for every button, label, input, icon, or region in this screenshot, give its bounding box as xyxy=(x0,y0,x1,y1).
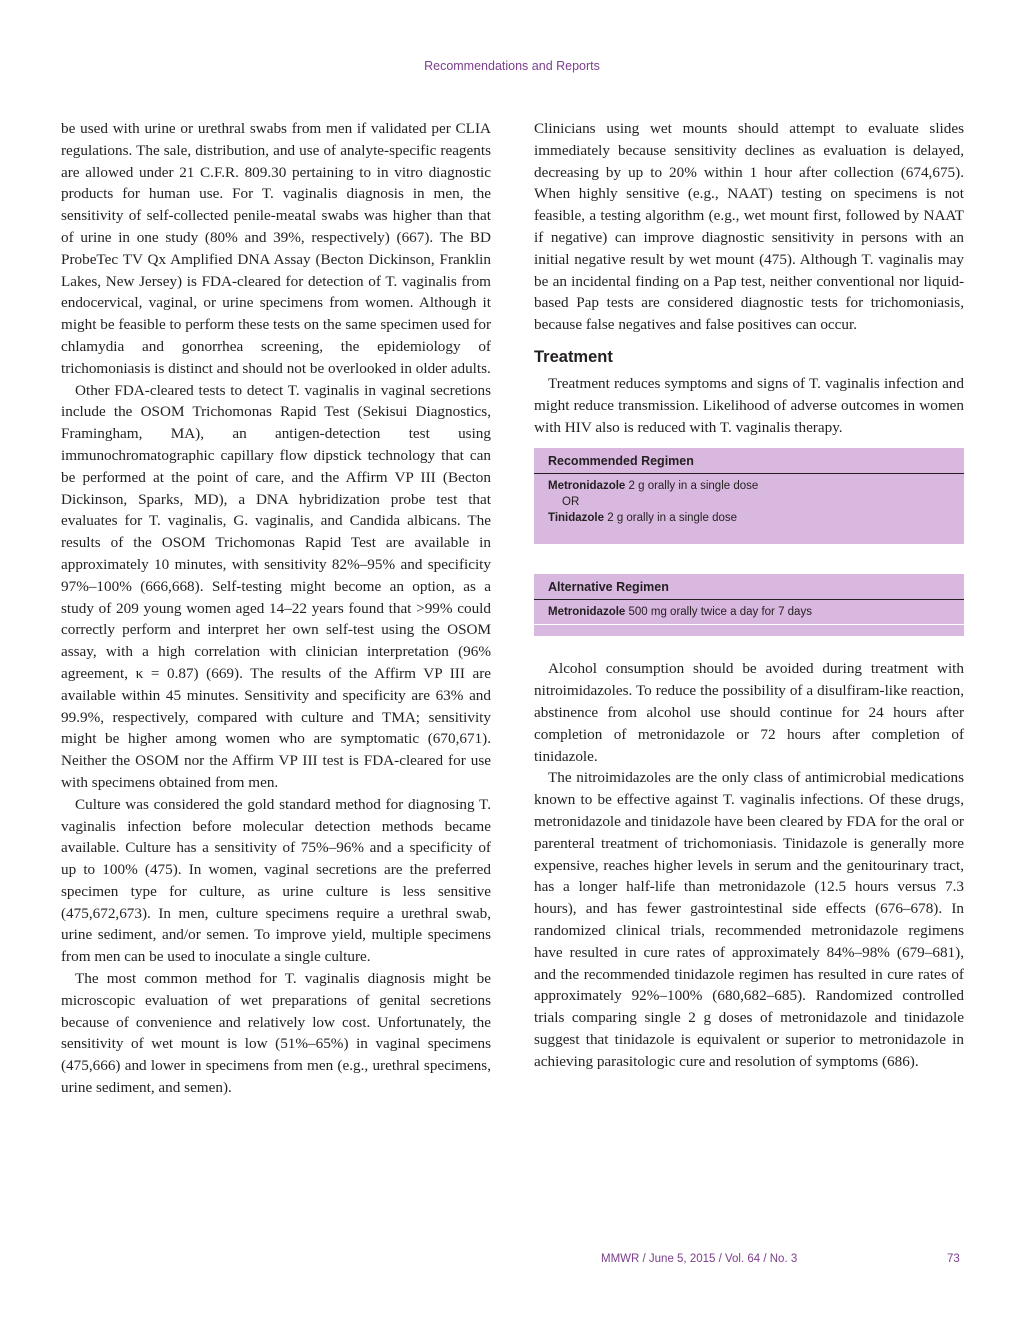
regimen-body xyxy=(534,474,964,545)
right-column xyxy=(534,118,964,1073)
regimen-line xyxy=(548,604,950,620)
drug-dose: 2 g orally in a single dose xyxy=(625,480,759,493)
regimen-line xyxy=(548,510,950,526)
body-paragraph: Clinicians using wet mounts should attempt to evaluate slides immediately because sensitivity declines as evaluation is delayed, decreasing by up to 20% within 1 hour after collection (674,675). When highly sensitive (e.g., NAAT) testing on specimens is not feasible, a testing algorithm (e.g., wet mount first, followed by NAAT if negative) can improve diagnostic sensitivity in persons with an initial negative result by wet mount (475). Although T. vaginalis may be an incidental finding on a Pap test, neither conventional nor liquid-based Pap tests are considered diagnostic tests for trichomoniasis, because false negatives and false positives can occur. xyxy=(534,120,964,334)
running-head: Recommendations and Reports xyxy=(424,59,600,73)
drug-dose: 2 g orally in a single dose xyxy=(604,512,737,525)
body-paragraph: Alcohol consumption should be avoided during treatment with nitroimidazoles. To reduce the possibility of a disulfiram-like reaction, abstinence from alcohol use should continue for 24 hours after completion of metronidazole or 72 hours after completion of tinidazole. xyxy=(534,660,964,765)
footer-citation: MMWR / June 5, 2015 / Vol. 64 / No. 3 xyxy=(601,1253,798,1265)
drug-name: Metronidazole xyxy=(548,480,626,493)
drug-name: Metronidazole xyxy=(548,606,626,619)
drug-dose: 500 mg orally twice a day for 7 days xyxy=(625,606,812,619)
regimen-title: Alternative Regimen xyxy=(534,574,964,600)
body-paragraph: Other FDA-cleared tests to detect T. vaginalis in vaginal secretions include the OSOM Trichomonas Rapid Test (Sekisui Diagnostics, Framingham, MA), an antigen-detection test using immunochromatographic capillary flow dipstick technology that can be performed at the point of care, and the Affirm VP III (Becton Dickinson, Sparks, MD), a DNA hybridization probe test that evaluates for T. vaginalis, G. vaginalis, and Candida albicans. The results of the OSOM Trichomonas Rapid Test are available in approximately 10 minutes, with sensitivity 82%–95% and specificity 97%–100% (666,668). Self-testing might become an option, as a study of 209 young women aged 14–22 years found that >99% could correctly perform and interpret her own self-test using the OSOM assay, with a high correlation with clinician interpretation (96% agreement, κ = 0.87) (669). The results of the Affirm VP III are available within 45 minutes. Sensitivity and specificity are 63% and 99.9%, respectively, compared with culture and TMA; sensitivity might be higher among women who are symptomatic (670,671). Neither the OSOM nor the Affirm VP III test is FDA-cleared for use with specimens obtained from men. xyxy=(61,381,491,791)
body-paragraph: be used with urine or urethral swabs from men if validated per CLIA regulations. The sale, distribution, and use of analyte-specific reagents are allowed under 21 C.F.R. 809.30 pertaining to in vitro diagnostic products for human use. For T. vaginalis diagnosis in men, the sensitivity of self-collected penile-meatal swabs was higher than that of urine in one study (80% and 39%, respectively) (667). The BD ProbeTec TV Qx Amplified DNA Assay (Becton Dickinson, Franklin Lakes, New Jersey) is FDA-cleared for detection of T. vaginalis from endocervical, vaginal, or urine specimens from women. Although it might be feasible to perform these tests on the same specimen used for chlamydia and gonorrhea screening, the epidemiology of trichomoniasis is distinct and should not be overlooked in older adults. xyxy=(61,120,491,377)
alternative-regimen-box xyxy=(534,574,964,636)
regimen-or: OR xyxy=(562,496,580,509)
recommended-regimen-box xyxy=(534,448,964,544)
regimen-line xyxy=(548,478,950,494)
body-paragraph: The nitroimidazoles are the only class of antimicrobial medications known to be effective against T. vaginalis infections. Of these drugs, metronidazole and tinidazole have been cleared by FDA for the oral or parenteral treatment of trichomoniasis. Tinidazole is generally more expensive, reaches higher levels in serum and the genitourinary tract, has a longer half-life than metronidazole (12.5 hours versus 7.3 hours), and has fewer gastrointestinal side effects (676–678). In randomized clinical trials, recommended metronidazole regimens have resulted in cure rates of approximately 84%–98% (679–681), and the recommended tinidazole regimen has resulted in cure rates of approximately 92%–100% (680,682–685). Randomized controlled trials comparing single 2 g doses of metronidazole and tinidazole suggest that tinidazole is equivalent or superior to metronidazole in achieving parasitologic cure and resolution of symptoms (686). xyxy=(534,769,964,1070)
body-paragraph: Treatment reduces symptoms and signs of T. vaginalis infection and might reduce transmission. Likelihood of adverse outcomes in women with HIV also is reduced with T. vaginalis therapy. xyxy=(534,374,964,436)
regimen-body xyxy=(534,600,964,625)
body-paragraph: The most common method for T. vaginalis diagnosis might be microscopic evaluation of wet preparations of genital secretions because of convenience and relatively low cost. Unfortunately, the sensitivity of wet mount is low (51%–65%) in vaginal specimens (475,666) and lower in specimens from men (e.g., urethral specimens, urine sediment, and semen). xyxy=(61,970,491,1097)
body-paragraph: Culture was considered the gold standard method for diagnosing T. vaginalis infection before molecular detection methods became available. Culture has a sensitivity of 75%–96% and a specificity of up to 100% (475). In women, vaginal secretions are the preferred specimen type for culture, as urine culture is less sensitive (475,672,673). In men, culture specimens require a urethral swab, urine sediment, and/or semen. To improve yield, multiple specimens from men can be used to inoculate a single culture. xyxy=(61,795,491,966)
drug-name: Tinidazole xyxy=(548,512,605,525)
regimen-title: Recommended Regimen xyxy=(534,448,964,474)
left-column xyxy=(61,118,491,1099)
section-heading-treatment: Treatment xyxy=(534,347,613,366)
page-number: 73 xyxy=(947,1253,960,1265)
